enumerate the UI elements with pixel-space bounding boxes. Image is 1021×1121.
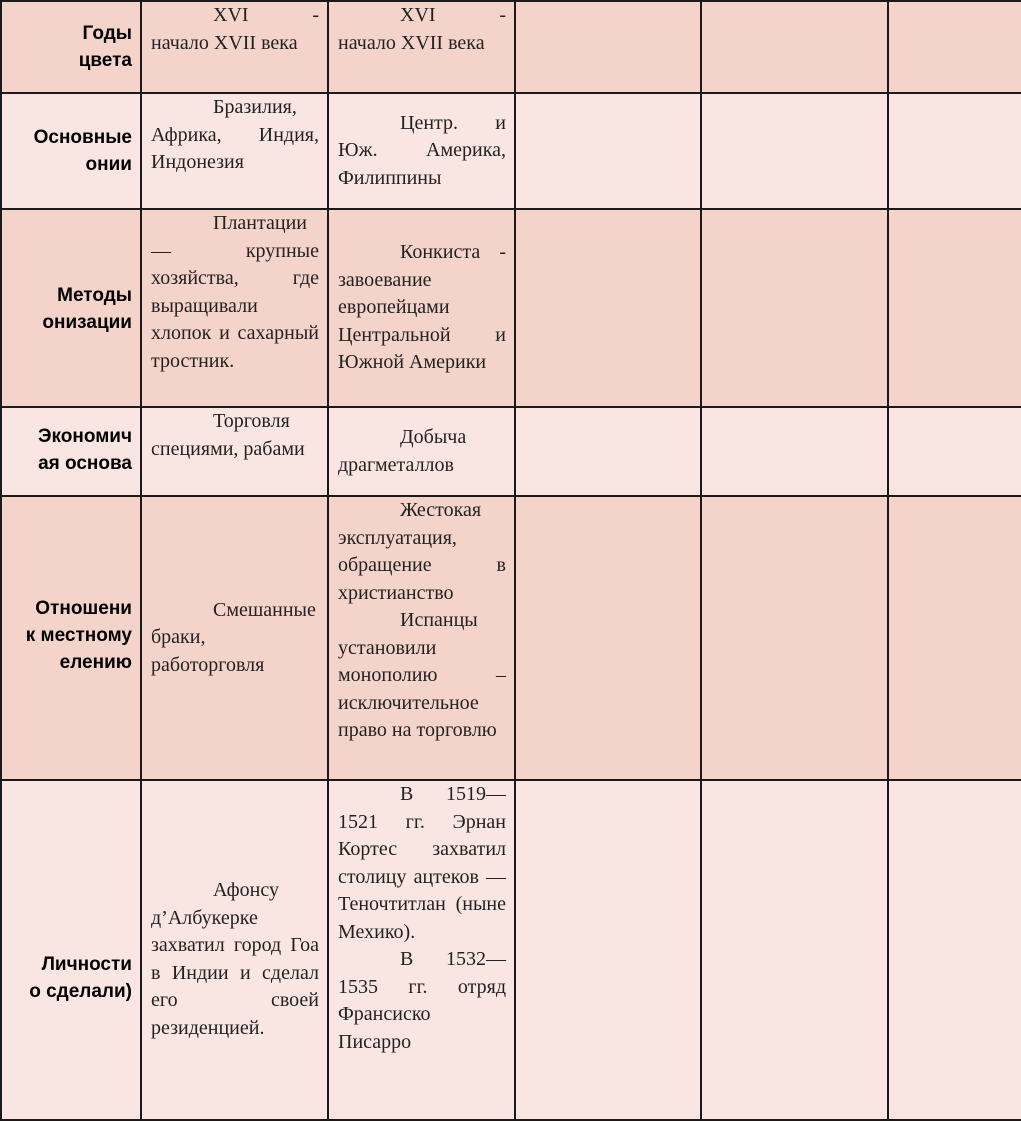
empty-cell <box>701 209 888 407</box>
cell-paragraph: В 1532—1535 гг. отряд Франсиско Писарро <box>338 948 506 1053</box>
empty-cell <box>701 1 888 93</box>
empty-cell <box>701 780 888 1120</box>
empty-cell <box>701 407 888 496</box>
cell-paragraph: В 1519—1521 гг. Эрнан Кортес захватил столицу ацтеков — Теночтитлан (ныне Мехико). <box>338 783 506 943</box>
table-cell: Торговля специями, рабами <box>141 407 328 496</box>
table-cell: Смешанные браки, работорговля <box>141 496 328 780</box>
row-header-cell <box>1 496 141 780</box>
table-row <box>1 1 1021 93</box>
empty-cell <box>888 93 1021 209</box>
empty-cell <box>515 780 701 1120</box>
empty-cell <box>701 496 888 780</box>
empty-cell <box>888 1 1021 93</box>
empty-cell <box>515 209 701 407</box>
table-cell: XVI - начало XVII века <box>328 1 515 93</box>
table-row <box>1 496 1021 780</box>
table-cell: Бразилия, Африка, Индия, Индонезия <box>141 93 328 209</box>
row-header-label: Годы цвета <box>78 23 132 71</box>
empty-cell <box>888 407 1021 496</box>
table-cell: Плантации — крупные хозяйства, где выращивали хлопок и сахарный тростник. <box>141 209 328 407</box>
row-header-cell <box>1 407 141 496</box>
row-header-label: Личности о сделали) <box>29 954 132 1002</box>
row-header-cell <box>1 1 141 93</box>
table-cell <box>141 780 328 1120</box>
table-row <box>1 209 1021 407</box>
cell-paragraph: Афонсу д’Албукерке захватил город Гоа в Индии и сделал его своей резиденцией. <box>151 879 319 1039</box>
table-cell: Конкиста - завоевание европейцами Центральной и Южной Америки <box>328 209 515 407</box>
table-row <box>1 93 1021 209</box>
cell-paragraph: Испанцы установили монополию – исключительное право на торговлю <box>338 609 506 741</box>
row-header-label: Экономич ая основа <box>38 426 132 474</box>
table-row <box>1 407 1021 496</box>
empty-cell <box>701 93 888 209</box>
empty-cell <box>515 93 701 209</box>
row-header-cell <box>1 780 141 1120</box>
table-cell: XVI - начало XVII века <box>141 1 328 93</box>
empty-cell <box>515 1 701 93</box>
table-cell: Центр. и Юж. Америка, Филиппины <box>328 93 515 209</box>
empty-cell <box>888 496 1021 780</box>
table-cell <box>328 496 515 780</box>
table-cell: Добыча драгметаллов <box>328 407 515 496</box>
empty-cell <box>888 209 1021 407</box>
empty-cell <box>515 496 701 780</box>
table-row <box>1 780 1021 1120</box>
row-header-label: Основные онии <box>33 127 132 175</box>
row-header-label: Методы онизации <box>42 285 132 333</box>
row-header-label: Отношени к местному елению <box>25 598 132 673</box>
row-header-cell <box>1 209 141 407</box>
table-cell <box>328 780 515 1120</box>
row-header-cell <box>1 93 141 209</box>
empty-cell <box>888 780 1021 1120</box>
cell-paragraph: Жестокая эксплуатация, обращение в христианство <box>338 499 506 604</box>
empty-cell <box>515 407 701 496</box>
